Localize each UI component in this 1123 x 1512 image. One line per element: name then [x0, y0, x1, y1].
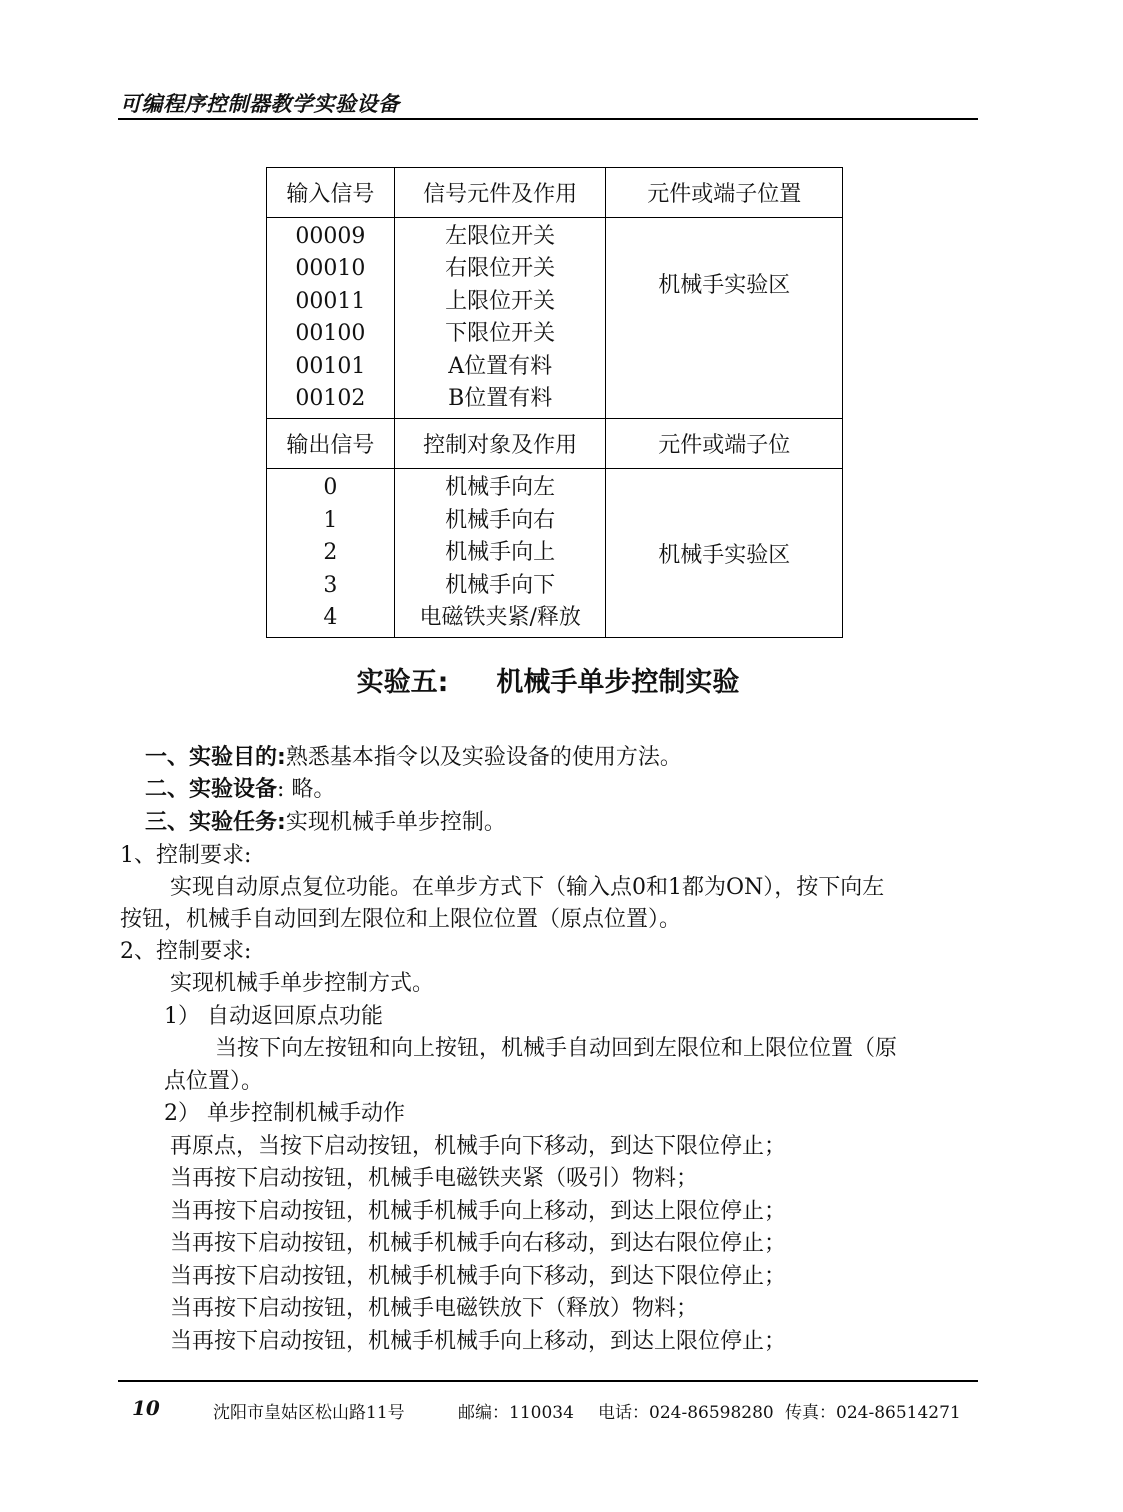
page-number: 10 [132, 1396, 160, 1420]
req1-line: 按钮，机械手自动回到左限位和上限位位置（原点位置）。 [120, 907, 682, 932]
input-function: 右限位开关 [445, 256, 556, 282]
input-header-row [267, 168, 843, 218]
input-function: 上限位开关 [445, 288, 556, 314]
step-line: 当再按下启动按钮，机械手机械手向右移动，到达右限位停止； [170, 1231, 787, 1256]
output-function: 机械手向左 [445, 475, 556, 501]
input-location: 机械手实验区 [658, 273, 791, 298]
equipment-text: : 略。 [277, 777, 336, 802]
output-function: 机械手向右 [445, 507, 556, 533]
input-code: 00010 [295, 256, 366, 282]
task-label: 三、实验任务: [145, 810, 286, 835]
section-title-number: 实验五: [356, 667, 449, 698]
input-code: 00011 [295, 288, 366, 314]
footer-phone: 电话：024-86598280 [598, 1403, 774, 1423]
output-header-location: 元件或端子位 [606, 419, 843, 469]
equipment-label: 二、实验设备 [145, 777, 278, 802]
input-code: 00101 [295, 353, 366, 379]
output-function: 电磁铁夹紧/释放 [419, 605, 581, 631]
output-header-row [267, 419, 843, 469]
output-location-cell [606, 469, 843, 638]
task-text: 实现机械手单步控制。 [285, 810, 506, 835]
footer-fax: 传真：024-86514271 [785, 1403, 961, 1423]
input-code: 00100 [295, 321, 366, 347]
input-header-location: 元件或端子位置 [606, 168, 843, 218]
input-function: B位置有料 [448, 386, 553, 412]
step-line: 当再按下启动按钮，机械手电磁铁夹紧（吸引）物料； [170, 1166, 699, 1191]
req2-intro: 实现机械手单步控制方式。 [170, 971, 435, 996]
input-header-signal: 输入信号 [267, 168, 395, 218]
req2-heading: 2、控制要求: [120, 939, 252, 964]
header-divider [118, 118, 978, 120]
input-codes-cell [267, 218, 395, 419]
footer-address: 沈阳市皇姑区松山路11号 [213, 1403, 405, 1423]
output-header-function: 控制对象及作用 [394, 419, 606, 469]
output-functions-cell [394, 469, 606, 638]
task-line [145, 805, 506, 836]
header-title: 可编程序控制器教学实验设备 [120, 92, 400, 116]
output-code: 1 [323, 507, 338, 533]
signal-table [266, 167, 843, 638]
section-title-name: 机械手单步控制实验 [496, 667, 740, 698]
input-functions-cell [394, 218, 606, 419]
purpose-label: 一、实验目的: [145, 745, 286, 770]
req2-sub1-line: 点位置）。 [164, 1069, 264, 1094]
input-location-cell [606, 218, 843, 419]
footer-postcode: 邮编：110034 [458, 1403, 574, 1423]
output-header-signal: 输出信号 [267, 419, 395, 469]
purpose-text: 熟悉基本指令以及实验设备的使用方法。 [285, 745, 682, 770]
input-header-function: 信号元件及作用 [394, 168, 606, 218]
section-title [0, 660, 1096, 699]
input-body-row [267, 218, 843, 419]
output-body-row [267, 469, 843, 638]
req2-sub1-line: 当按下向左按钮和向上按钮，机械手自动回到左限位和上限位位置（原 [215, 1036, 898, 1061]
output-location: 机械手实验区 [658, 542, 791, 568]
step-line: 当再按下启动按钮，机械手机械手向下移动，到达下限位停止； [170, 1264, 787, 1289]
output-code: 4 [323, 605, 338, 631]
output-code: 0 [323, 475, 338, 501]
purpose-line [145, 740, 682, 771]
input-function: 下限位开关 [445, 321, 556, 347]
step-line: 当再按下启动按钮，机械手机械手向上移动，到达上限位停止； [170, 1329, 787, 1354]
step-line: 再原点，当按下启动按钮，机械手向下移动，到达下限位停止； [170, 1134, 787, 1159]
output-function: 机械手向上 [445, 540, 556, 566]
req1-heading: 1、控制要求: [120, 843, 252, 868]
step-line: 当再按下启动按钮，机械手机械手向上移动，到达上限位停止； [170, 1199, 787, 1224]
footer-divider [118, 1380, 978, 1382]
input-code: 00009 [295, 224, 366, 249]
step-line: 当再按下启动按钮，机械手电磁铁放下（释放）物料； [170, 1296, 699, 1321]
req2-sub1-title: 1） 自动返回原点功能 [164, 1004, 383, 1029]
output-code: 3 [323, 572, 338, 598]
output-codes-cell [267, 469, 395, 638]
input-function: A位置有料 [448, 353, 553, 379]
equipment-line [145, 772, 335, 803]
input-function: 左限位开关 [445, 224, 556, 249]
input-code: 00102 [295, 386, 366, 412]
req2-sub2-title: 2） 单步控制机械手动作 [164, 1101, 405, 1126]
output-code: 2 [323, 540, 338, 566]
req1-line: 实现自动原点复位功能。在单步方式下（输入点0和1都为ON），按下向左 [170, 875, 885, 900]
output-function: 机械手向下 [445, 572, 556, 598]
